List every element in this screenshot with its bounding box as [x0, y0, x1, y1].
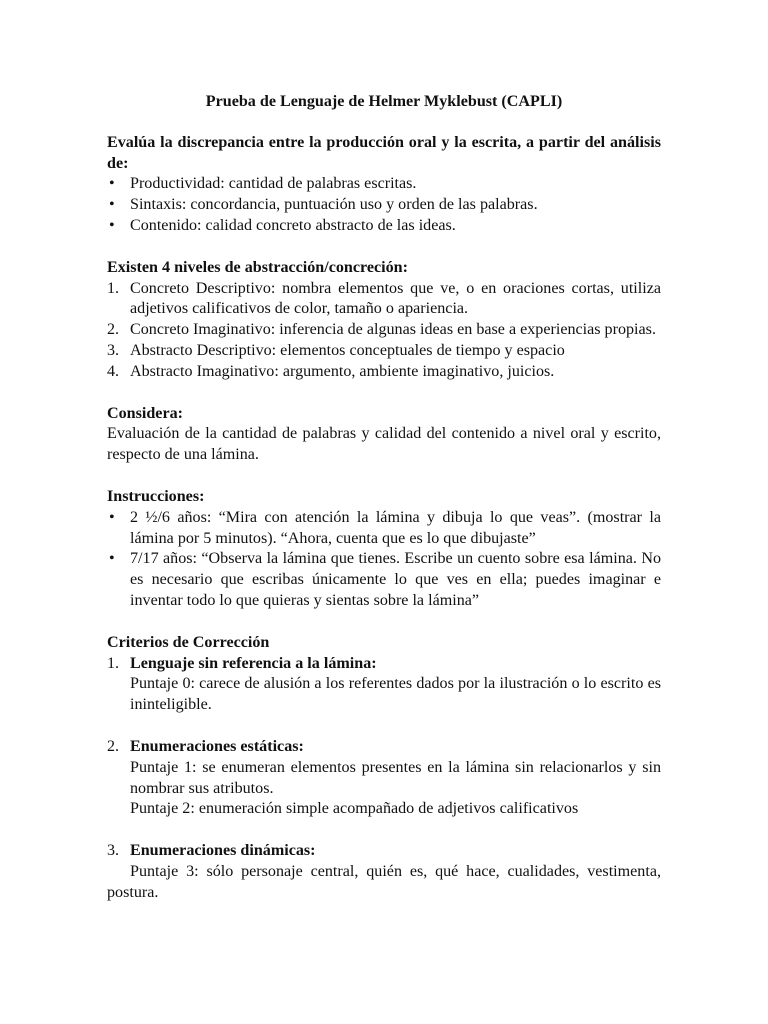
section-levels: [107, 258, 661, 383]
criterion-2: [107, 737, 661, 820]
considera-body: Evaluación de la cantidad de palabras y calidad del contenido a nivel oral y escrito, respecto de una lámina.: [107, 425, 661, 464]
criterion-title: 3. Enumeraciones dinámicas:: [107, 842, 316, 860]
criterion-text: Puntaje 2: enumeración simple acompañado de adjetivos calificativos: [130, 800, 579, 818]
criterion-title: 1. Lenguaje sin referencia a la lámina:: [107, 654, 377, 672]
list-item: • Contenido: calidad concreto abstracto de las ideas.: [107, 216, 661, 237]
bullet-icon: •: [109, 216, 115, 234]
criterion-text: Puntaje 1: se enumeran elementos presentes en la lámina sin relacionarlos y sin nombrar sus atributos.: [130, 758, 661, 797]
list-item: 3. Abstracto Descriptivo: elementos conceptuales de tiempo y espacio: [107, 341, 565, 359]
section-considera: [107, 404, 661, 466]
list-item: • Productividad: cantidad de palabras escritas.: [107, 174, 661, 195]
bullet-icon: •: [109, 175, 115, 193]
instructions-list: [107, 508, 661, 612]
document-title: Prueba de Lenguaje de Helmer Myklebust (CAPLI): [205, 93, 563, 110]
levels-heading: Existen 4 niveles de abstracción/concreción:: [107, 258, 408, 276]
instructions-heading: Instrucciones:: [107, 487, 205, 505]
criteria-heading: Criterios de Corrección: [107, 633, 270, 651]
criterion-text: Puntaje 3: sólo personaje central, quién es, qué hace, cualidades, vestimenta, postura.: [107, 862, 661, 901]
levels-list: [107, 279, 661, 383]
evaluation-list: [107, 174, 661, 236]
considera-heading: Considera:: [107, 404, 183, 422]
criterion-title: 2. Enumeraciones estáticas:: [107, 737, 304, 755]
list-item: 4. Abstracto Imaginativo: argumento, ambiente imaginativo, juicios.: [107, 362, 555, 380]
bullet-icon: •: [109, 196, 115, 214]
list-item: • 2 ½/6 años: “Mira con atención la lámina y dibuja lo que veas”. (mostrar la lámina por 5 minutos). “Ahora, cuenta que es lo que dibujaste”: [109, 508, 661, 547]
section-evaluation: [107, 133, 661, 237]
criterion-3: [107, 841, 661, 903]
list-item: 1. Concreto Descriptivo: nombra elementos que ve, o en oraciones cortas, utiliza adjetivos calificativos de color, tamaño o apariencia.: [107, 279, 661, 318]
evaluation-heading: Evalúa la discrepancia entre la producción oral y la escrita, a partir del análisis de:: [107, 133, 661, 172]
section-instructions: [107, 487, 661, 612]
list-item: • 7/17 años: “Observa la lámina que tienes. Escribe un cuento sobre esa lámina. No es necesario que escribas únicamente lo que ves en ella; puedes imaginar e inventar todo lo que quieras y sientas sobre la lámina”: [109, 550, 661, 609]
list-item: • Sintaxis: concordancia, puntuación uso y orden de las palabras.: [107, 195, 661, 216]
list-item: 2. Concreto Imaginativo: inferencia de algunas ideas en base a experiencias propias.: [107, 321, 656, 339]
bullet-icon: •: [109, 508, 115, 526]
criterion-1: [107, 654, 661, 716]
section-criteria: [107, 633, 661, 904]
bullet-icon: •: [109, 550, 115, 568]
criterion-text: Puntaje 0: carece de alusión a los referentes dados por la ilustración o lo escrito es ininteligible.: [130, 675, 661, 714]
